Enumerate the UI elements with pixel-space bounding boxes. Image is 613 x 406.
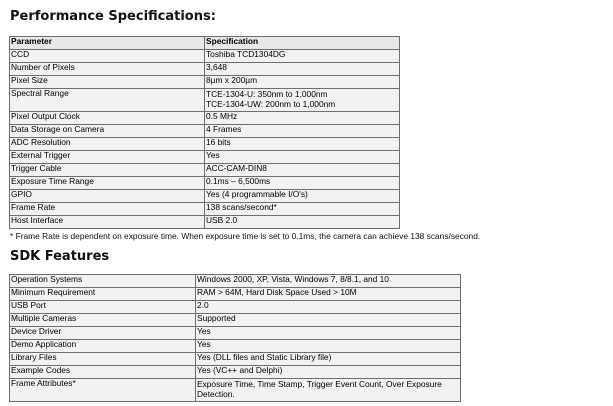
parameter-column-header: Parameter	[10, 37, 205, 50]
specification-cell: TCE-1304-U: 350nm to 1,000nm TCE-1304-UW: 200nm to 1,000nm	[205, 89, 400, 112]
feature-cell: USB Port	[10, 301, 196, 314]
performance-specifications-table	[9, 36, 400, 229]
table-row	[10, 177, 400, 190]
parameter-cell: Spectral Range	[10, 89, 205, 112]
feature-value-cell: Windows 2000, XP, Vista, Windows 7, 8/8.1, and 10	[196, 275, 461, 288]
parameter-cell: Trigger Cable	[10, 164, 205, 177]
feature-value-cell: RAM > 64M, Hard Disk Space Used > 10M	[196, 288, 461, 301]
table-row	[10, 50, 400, 63]
table-row	[10, 125, 400, 138]
specification-cell: 0.1ms – 6,500ms	[205, 177, 400, 190]
parameter-cell: Data Storage on Camera	[10, 125, 205, 138]
feature-value-cell: Yes	[196, 327, 461, 340]
table-row	[10, 164, 400, 177]
specification-cell: ACC-CAM-DIN8	[205, 164, 400, 177]
table-row	[10, 340, 461, 353]
performance-specifications-heading: Performance Specifications:	[10, 9, 216, 24]
specification-cell: 3,648	[205, 63, 400, 76]
feature-cell: Device Driver	[10, 327, 196, 340]
table-row	[10, 314, 461, 327]
feature-value-cell: Supported	[196, 314, 461, 327]
table-header-row	[10, 37, 400, 50]
feature-cell: Example Codes	[10, 366, 196, 379]
specification-cell: USB 2.0	[205, 216, 400, 229]
frame-rate-footnote: * Frame Rate is dependent on exposure time. When exposure time is set to 0.1ms, the camera can achieve 138 scans/second.	[10, 231, 481, 241]
specification-cell: 8µm x 200µm	[205, 76, 400, 89]
feature-value-cell: Yes (VC++ and Delphi)	[196, 366, 461, 379]
table-row	[10, 327, 461, 340]
feature-cell: Library Files	[10, 353, 196, 366]
table-row	[10, 112, 400, 125]
specification-cell: 138 scans/second*	[205, 203, 400, 216]
table-row	[10, 301, 461, 314]
specification-column-header: Specification	[205, 37, 400, 50]
parameter-cell: Frame Rate	[10, 203, 205, 216]
parameter-cell: Pixel Output Clock	[10, 112, 205, 125]
feature-cell: Multiple Cameras	[10, 314, 196, 327]
specification-cell: 0.5 MHz	[205, 112, 400, 125]
parameter-cell: Pixel Size	[10, 76, 205, 89]
specification-cell: Yes (4 programmable I/O's)	[205, 190, 400, 203]
table-row	[10, 151, 400, 164]
feature-value-cell: Yes	[196, 340, 461, 353]
specification-cell: Toshiba TCD1304DG	[205, 50, 400, 63]
feature-value-cell: Exposure Time, Time Stamp, Trigger Event Count, Over Exposure Detection.	[196, 379, 461, 402]
sdk-features-heading: SDK Features	[10, 249, 110, 264]
feature-value-cell: Yes (DLL files and Static Library file)	[196, 353, 461, 366]
specification-cell: 4 Frames	[205, 125, 400, 138]
table-row	[10, 288, 461, 301]
table-row	[10, 89, 400, 112]
table-row	[10, 138, 400, 151]
table-row	[10, 76, 400, 89]
table-row	[10, 203, 400, 216]
parameter-cell: Number of Pixels	[10, 63, 205, 76]
table-row	[10, 216, 400, 229]
specification-cell: 16 bits	[205, 138, 400, 151]
parameter-cell: ADC Resolution	[10, 138, 205, 151]
feature-cell: Minimum Requirement	[10, 288, 196, 301]
feature-value-cell: 2.0	[196, 301, 461, 314]
table-row	[10, 190, 400, 203]
table-row	[10, 353, 461, 366]
parameter-cell: GPIO	[10, 190, 205, 203]
sdk-features-table	[9, 274, 461, 402]
parameter-cell: CCD	[10, 50, 205, 63]
table-row	[10, 63, 400, 76]
table-row	[10, 379, 461, 402]
feature-cell: Frame Attributes*	[10, 379, 196, 402]
parameter-cell: External Trigger	[10, 151, 205, 164]
feature-cell: Operation Systems	[10, 275, 196, 288]
table-row	[10, 275, 461, 288]
parameter-cell: Exposure Time Range	[10, 177, 205, 190]
specification-cell: Yes	[205, 151, 400, 164]
parameter-cell: Host Interface	[10, 216, 205, 229]
feature-cell: Demo Application	[10, 340, 196, 353]
table-row	[10, 366, 461, 379]
